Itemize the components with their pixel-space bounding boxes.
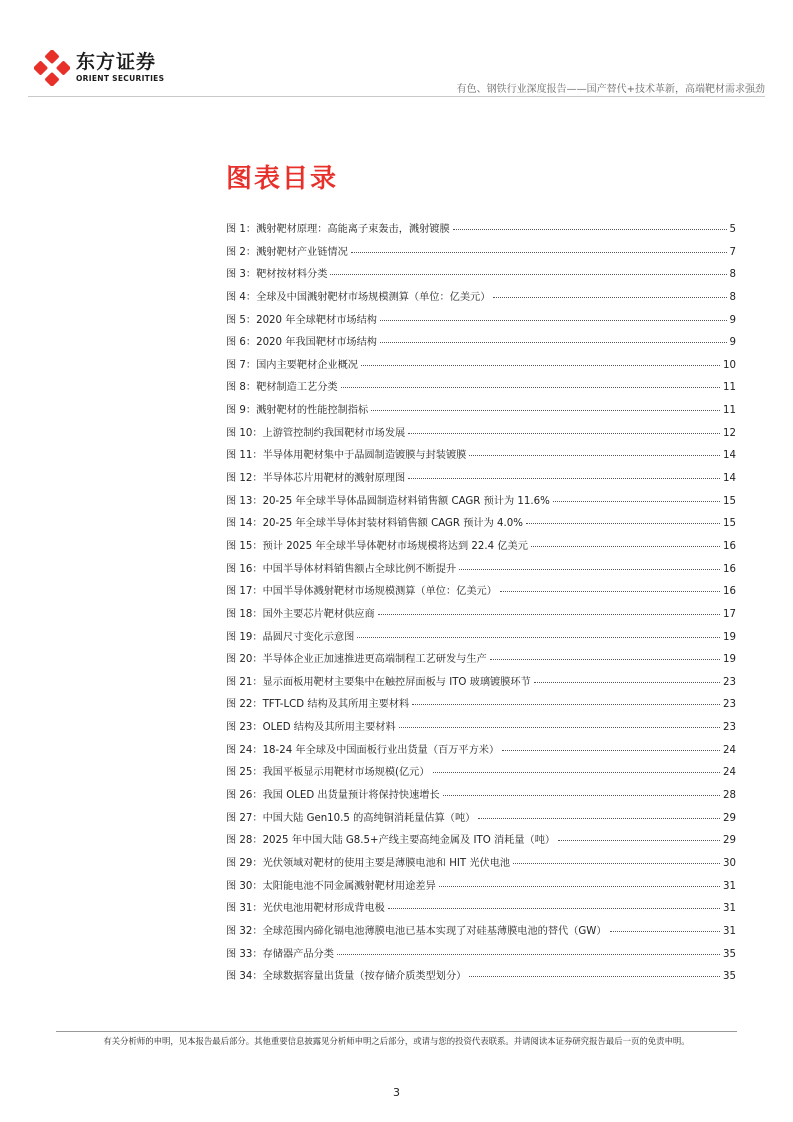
toc-entry-page: 23 (723, 676, 736, 688)
toc-entry[interactable] (226, 673, 736, 696)
toc-entry-label: 图 28：2025 年中国大陆 G8.5+产线主要高纯金属及 ITO 消耗量（吨） (226, 835, 556, 847)
toc-entry[interactable] (226, 582, 736, 605)
toc-entry-label: 图 9：溅射靶材的性能控制指标 (226, 405, 369, 417)
toc-entry-page: 31 (723, 880, 736, 892)
logo-chinese-name: 东方证券 (76, 51, 157, 74)
toc-entry-page: 19 (723, 654, 736, 666)
toc-entry-label: 图 24：18-24 年全球及中国面板行业出货量（百万平方米） (226, 744, 500, 756)
toc-entry-label: 图 27：中国大陆 Gen10.5 的高纯铜消耗量估算（吨） (226, 812, 476, 824)
toc-dot-leader (371, 410, 720, 411)
toc-entry-label: 图 6：2020 年我国靶材市场结构 (226, 337, 377, 349)
toc-entry[interactable] (226, 831, 736, 854)
toc-entry-page: 16 (723, 540, 736, 552)
toc-entry-page: 29 (723, 835, 736, 847)
toc-dot-leader (337, 954, 720, 955)
toc-entry[interactable] (226, 333, 736, 356)
toc-dot-leader (399, 727, 720, 728)
toc-dot-leader (526, 523, 720, 524)
toc-dot-leader (553, 501, 720, 502)
toc-entry[interactable] (226, 899, 736, 922)
toc-dot-leader (513, 863, 720, 864)
report-header-title: 有色、钢铁行业深度报告——国产替代+技术革新，高端靶材需求强劲 (456, 84, 765, 95)
toc-entry-label: 图 19：晶圆尺寸变化示意图 (226, 631, 355, 643)
toc-entry-label: 图 29：光伏领域对靶材的使用主要是薄膜电池和 HIT 光伏电池 (226, 857, 511, 869)
toc-entry-page: 14 (723, 473, 736, 485)
logo-english-name: ORIENT SECURITIES (76, 74, 165, 84)
toc-entry-label: 图 25：我国平板显示用靶材市场规模(亿元） (226, 767, 430, 779)
toc-entry-label: 图 8：靶材制造工艺分类 (226, 382, 338, 394)
toc-dot-leader (490, 659, 720, 660)
toc-entry-label: 图 1：溅射靶材原理：高能离子束轰击，溅射镀膜 (226, 224, 450, 235)
toc-entry-page: 8 (729, 269, 736, 281)
toc-entry[interactable] (226, 650, 736, 673)
toc-dot-leader (439, 886, 720, 887)
toc-entry[interactable] (226, 695, 736, 718)
toc-entry[interactable] (226, 854, 736, 877)
toc-dot-leader (469, 976, 720, 977)
toc-entry-label: 图 5：2020 年全球靶材市场结构 (226, 314, 377, 326)
toc-entry-label: 图 13：20-25 年全球半导体晶圆制造材料销售额 CAGR 预计为 11.6% (226, 495, 550, 507)
toc-dot-leader (453, 229, 727, 230)
toc-entry[interactable] (226, 718, 736, 741)
toc-entry[interactable] (226, 628, 736, 651)
toc-dot-leader (459, 569, 720, 570)
toc-entry-page: 31 (723, 903, 736, 915)
figure-table-of-contents (226, 220, 736, 990)
toc-entry[interactable] (226, 763, 736, 786)
toc-dot-leader (500, 591, 720, 592)
toc-entry[interactable] (226, 424, 736, 447)
toc-dot-leader (341, 387, 720, 388)
toc-dot-leader (469, 455, 720, 456)
toc-dot-leader (361, 365, 720, 366)
toc-entry-label: 图 16：中国半导体材料销售额占全球比例不断提升 (226, 563, 457, 575)
toc-entry[interactable] (226, 288, 736, 311)
toc-entry-page: 35 (723, 971, 736, 983)
toc-entry-label: 图 15：预计 2025 年全球半导体靶材市场规模将达到 22.4 亿美元 (226, 540, 528, 552)
toc-dot-leader (330, 274, 726, 275)
toc-dot-leader (493, 297, 726, 298)
toc-dot-leader (357, 637, 720, 638)
toc-entry-page: 15 (723, 518, 736, 530)
toc-dot-leader (443, 795, 720, 796)
toc-entry[interactable] (226, 378, 736, 401)
toc-entry-page: 12 (723, 427, 736, 439)
toc-entry-page: 23 (723, 699, 736, 711)
toc-entry-page: 24 (723, 744, 736, 756)
toc-entry-page: 35 (723, 948, 736, 960)
toc-entry-label: 图 12：半导体芯片用靶材的溅射原理图 (226, 473, 406, 485)
toc-entry[interactable] (226, 446, 736, 469)
page-title: 图表目录 (226, 164, 339, 194)
toc-entry-page: 11 (723, 405, 736, 417)
toc-entry[interactable] (226, 265, 736, 288)
toc-entry-page: 17 (723, 608, 736, 620)
toc-entry-label: 图 30：太阳能电池不同金属溅射靶材用途差异 (226, 880, 436, 892)
toc-entry-page: 5 (729, 224, 736, 235)
toc-dot-leader (378, 614, 720, 615)
footer-disclaimer: 有关分析师的申明，见本报告最后部分。其他重要信息披露见分析师申明之后部分，或请与您的投资代表联系。并请阅读本证券研究报告最后一页的免责申明。 (103, 1036, 690, 1046)
toc-entry-label: 图 17：中国半导体溅射靶材市场规模测算（单位：亿美元） (226, 586, 497, 598)
toc-dot-leader (351, 252, 727, 253)
toc-entry-label: 图 34：全球数据容量出货量（按存储介质类型划分） (226, 971, 467, 983)
toc-entry-page: 9 (729, 337, 736, 349)
toc-dot-leader (558, 840, 720, 841)
toc-dot-leader (433, 772, 720, 773)
toc-entry-page: 7 (729, 246, 736, 258)
toc-entry-page: 23 (723, 722, 736, 734)
toc-entry-page: 16 (723, 563, 736, 575)
toc-dot-leader (388, 908, 720, 909)
toc-entry[interactable] (226, 560, 736, 583)
toc-entry-label: 图 3：靶材按材料分类 (226, 269, 328, 281)
toc-entry[interactable] (226, 922, 736, 945)
toc-entry-page: 30 (723, 857, 736, 869)
toc-entry[interactable] (226, 605, 736, 628)
toc-entry[interactable] (226, 469, 736, 492)
toc-dot-leader (478, 818, 720, 819)
toc-entry-page: 29 (723, 812, 736, 824)
toc-dot-leader (534, 682, 720, 683)
toc-entry-label: 图 4：全球及中国溅射靶材市场规模测算（单位：亿美元） (226, 291, 491, 303)
toc-entry-page: 11 (723, 382, 736, 394)
toc-dot-leader (408, 478, 720, 479)
toc-entry[interactable] (226, 877, 736, 900)
toc-entry[interactable] (226, 220, 736, 243)
toc-entry-label: 图 20：半导体企业正加速推进更高端制程工艺研发与生产 (226, 654, 487, 666)
toc-dot-leader (412, 704, 720, 705)
toc-dot-leader (380, 342, 727, 343)
toc-entry-label: 图 11：半导体用靶材集中于晶圆制造镀膜与封装镀膜 (226, 450, 467, 462)
toc-entry-page: 24 (723, 767, 736, 779)
toc-entry[interactable] (226, 809, 736, 832)
toc-entry[interactable] (226, 514, 736, 537)
toc-entry-page: 9 (729, 314, 736, 326)
toc-entry-page: 15 (723, 495, 736, 507)
toc-entry[interactable] (226, 243, 736, 266)
toc-entry-label: 图 22：TFT-LCD 结构及其所用主要材料 (226, 699, 410, 711)
toc-entry-label: 图 23：OLED 结构及其所用主要材料 (226, 722, 396, 734)
toc-entry[interactable] (226, 537, 736, 560)
toc-entry-label: 图 10：上游管控制约我国靶材市场发展 (226, 427, 406, 439)
toc-entry-page: 28 (723, 790, 736, 802)
toc-entry-label: 图 2：溅射靶材产业链情况 (226, 246, 348, 258)
toc-entry-label: 图 14：20-25 年全球半导体封装材料销售额 CAGR 预计为 4.0% (226, 518, 523, 530)
toc-dot-leader (531, 546, 720, 547)
orient-securities-logo-icon (34, 50, 70, 86)
toc-entry-page: 19 (723, 631, 736, 643)
toc-dot-leader (408, 433, 720, 434)
toc-entry-label: 图 31：光伏电池用靶材形成背电极 (226, 903, 385, 915)
toc-entry[interactable] (226, 356, 736, 379)
toc-dot-leader (380, 320, 727, 321)
toc-dot-leader (610, 931, 720, 932)
toc-entry[interactable] (226, 492, 736, 515)
toc-dot-leader (502, 750, 720, 751)
toc-entry-page: 10 (723, 359, 736, 371)
toc-entry[interactable] (226, 311, 736, 334)
header-divider (28, 96, 765, 97)
toc-entry[interactable] (226, 967, 736, 990)
toc-entry[interactable] (226, 401, 736, 424)
toc-entry[interactable] (226, 945, 736, 968)
toc-entry-page: 16 (723, 586, 736, 598)
toc-entry-page: 8 (729, 291, 736, 303)
toc-entry[interactable] (226, 741, 736, 764)
toc-entry[interactable] (226, 786, 736, 809)
toc-entry-label: 图 26：我国 OLED 出货量预计将保持快速增长 (226, 790, 440, 802)
toc-entry-label: 图 32：全球范围内碲化镉电池薄膜电池已基本实现了对硅基薄膜电池的替代（GW） (226, 925, 607, 937)
company-logo (34, 50, 164, 86)
footer-divider (56, 1031, 737, 1032)
toc-entry-page: 14 (723, 450, 736, 462)
toc-entry-label: 图 18：国外主要芯片靶材供应商 (226, 608, 375, 620)
page-number: 3 (393, 1086, 400, 1099)
toc-entry-label: 图 33：存储器产品分类 (226, 948, 334, 960)
toc-entry-label: 图 21：显示面板用靶材主要集中在触控屏面板与 ITO 玻璃镀膜环节 (226, 676, 531, 688)
toc-entry-label: 图 7：国内主要靶材企业概况 (226, 359, 358, 371)
toc-entry-page: 31 (723, 925, 736, 937)
